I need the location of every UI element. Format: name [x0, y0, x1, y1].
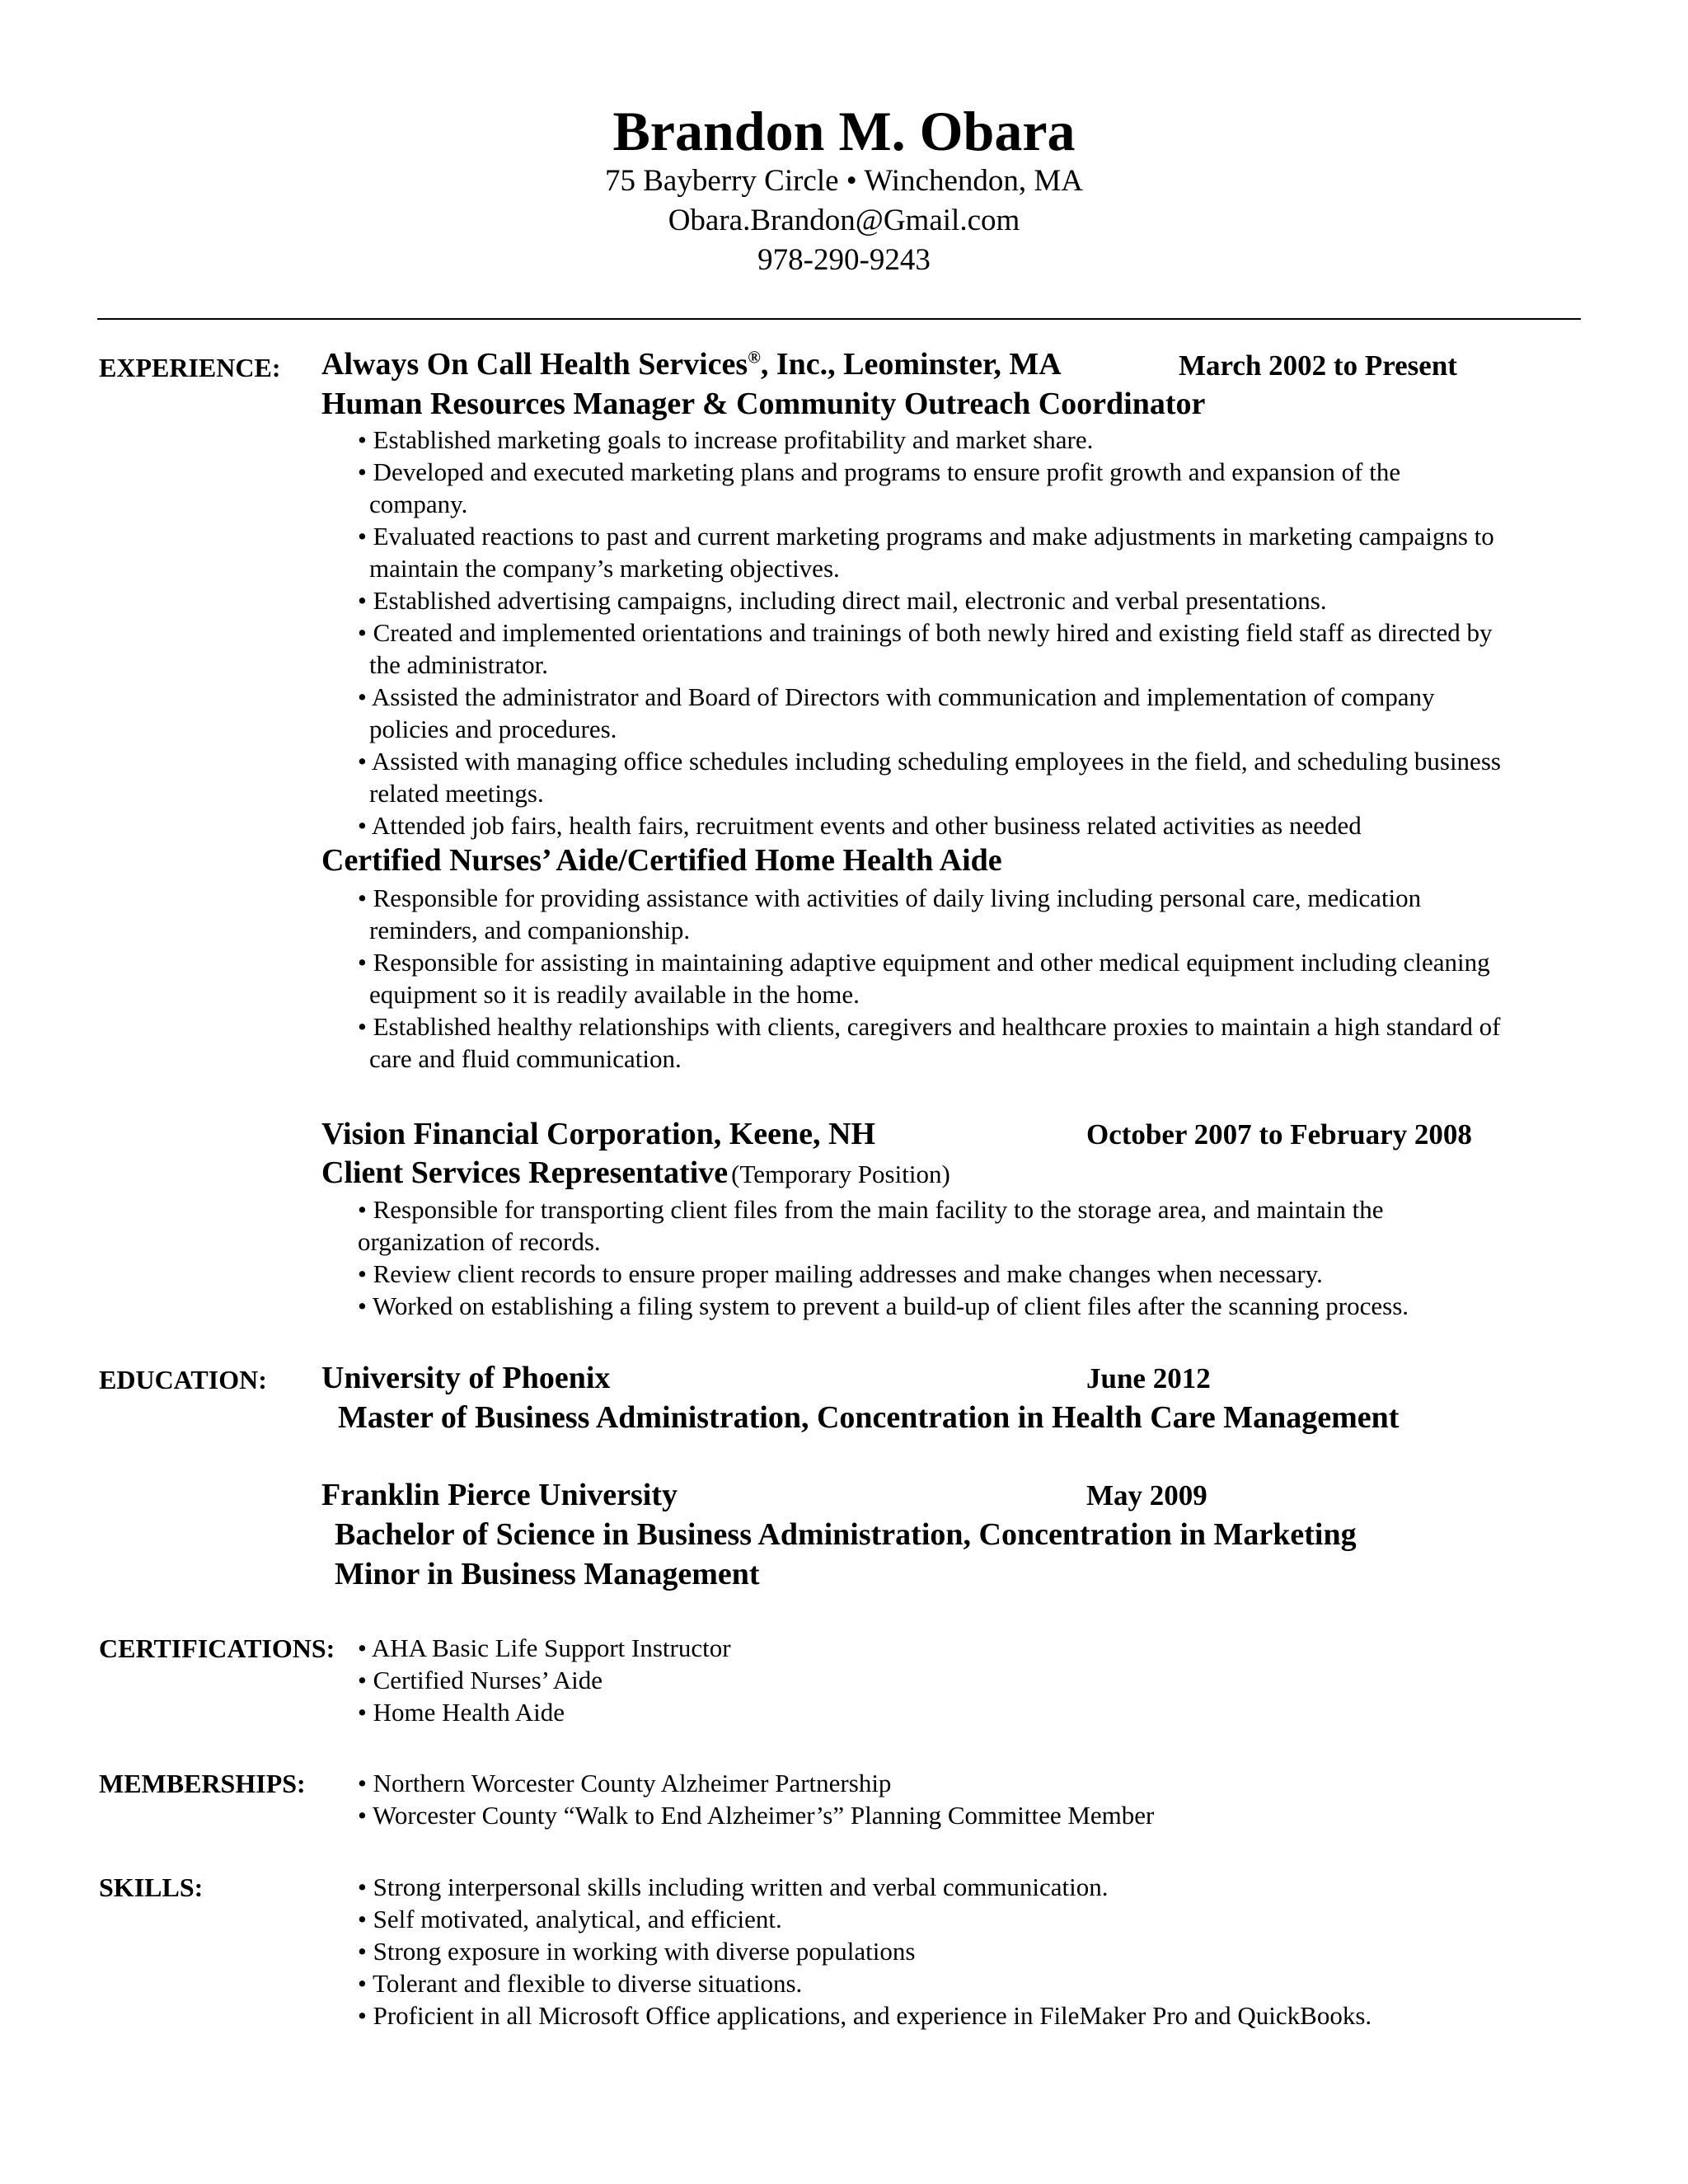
job1-title: Human Resources Manager & Community Outreach Coordinator [321, 387, 1206, 421]
header-divider [97, 318, 1581, 320]
registered-mark: ® [748, 347, 761, 368]
memberships-section-label: MEMBERSHIPS: [99, 1769, 306, 1798]
job1-bullet-cont: company. [369, 490, 468, 518]
certification-item: • Certified Nurses’ Aide [358, 1666, 603, 1694]
job1-bullet-cont: the administrator. [369, 650, 548, 679]
school2-minor: Minor in Business Management [335, 1557, 760, 1591]
job2-dates: October 2007 to February 2008 [1086, 1118, 1472, 1151]
contact-email: Obara.Brandon@Gmail.com [668, 204, 1020, 237]
job1-bullet2: • Responsible for assisting in maintaining adaptive equipment and other medical equipment including cleaning [358, 948, 1490, 977]
job1-bullet2-cont: equipment so it is readily available in the home. [369, 980, 860, 1009]
school2-name: Franklin Pierce University [321, 1478, 678, 1512]
certifications-section-label: CERTIFICATIONS: [99, 1633, 335, 1663]
school1-date: June 2012 [1086, 1362, 1211, 1394]
job2-bullet: • Responsible for transporting client files from the main facility to the storage area, and maintain the [358, 1195, 1384, 1224]
job1-bullet-cont: related meetings. [369, 779, 544, 808]
skill-item: • Tolerant and flexible to diverse situations. [358, 1969, 803, 1998]
job2-title: Client Services Representative (Temporary Position) [321, 1155, 950, 1190]
job2-bullet: • Review client records to ensure proper mailing addresses and make changes when necessary. [358, 1259, 1323, 1288]
certification-item: • Home Health Aide [358, 1698, 565, 1727]
school1-degree: Master of Business Administration, Concentration in Health Care Management [338, 1400, 1400, 1435]
job1-bullet: • Developed and executed marketing plans and programs to ensure profit growth and expansion of the [358, 457, 1401, 486]
resume-name: Brandon M. Obara [612, 100, 1076, 162]
education-section-label: EDUCATION: [99, 1365, 267, 1394]
job1-dates: March 2002 to Present [1179, 349, 1457, 382]
school2-date: May 2009 [1086, 1479, 1207, 1511]
job1-bullet: • Assisted with managing office schedules including scheduling employees in the field, and scheduling business [358, 747, 1501, 776]
skill-item: • Strong exposure in working with diverse populations [358, 1937, 916, 1966]
experience-section-label: EXPERIENCE: [99, 353, 281, 382]
job2-bullet: • Worked on establishing a filing system to prevent a build-up of client files after the scanning process. [358, 1291, 1409, 1320]
skill-item: • Strong interpersonal skills including written and verbal communication. [358, 1872, 1109, 1901]
contact-address: 75 Bayberry Circle • Winchendon, MA [604, 164, 1084, 198]
job1-bullet: • Created and implemented orientations and trainings of both newly hired and existing field staff as directed by [358, 618, 1493, 647]
job1-bullet: • Established advertising campaigns, including direct mail, electronic and verbal presentations. [358, 586, 1327, 615]
job2-bullet-cont: organization of records. [358, 1227, 601, 1256]
job1-bullet2-cont: reminders, and companionship. [369, 916, 691, 944]
job1-title2: Certified Nurses’ Aide/Certified Home Health Aide [321, 843, 1002, 878]
job1-bullet: • Assisted the administrator and Board of Directors with communication and implementation of company [358, 682, 1435, 711]
school2-degree: Bachelor of Science in Business Administration, Concentration in Marketing [335, 1517, 1357, 1552]
job1-bullet2: • Responsible for providing assistance with activities of daily living including personal care, medication [358, 883, 1422, 912]
job1-bullet-cont: maintain the company’s marketing objectives. [369, 554, 840, 583]
membership-item: • Northern Worcester County Alzheimer Partnership [358, 1769, 892, 1797]
membership-item: • Worcester County “Walk to End Alzheimer’s” Planning Committee Member [358, 1801, 1155, 1830]
skill-item: • Proficient in all Microsoft Office applications, and experience in FileMaker Pro and QuickBooks. [358, 2001, 1372, 2030]
job1-bullet: • Evaluated reactions to past and current marketing programs and make adjustments in marketing campaigns to [358, 522, 1494, 551]
skills-section-label: SKILLS: [99, 1872, 204, 1902]
job1-bullet2-cont: care and fluid communication. [369, 1044, 682, 1073]
job2-employer: Vision Financial Corporation, Keene, NH [321, 1117, 876, 1151]
job1-employer: Always On Call Health Services®, Inc., Leominster, MA [321, 347, 1062, 382]
job1-bullet: • Attended job fairs, health fairs, recruitment events and other business related activities as needed [358, 811, 1362, 840]
job1-bullet2: • Established healthy relationships with clients, caregivers and healthcare proxies to maintain a high standard of [358, 1012, 1501, 1041]
certification-item: • AHA Basic Life Support Instructor [358, 1633, 731, 1662]
school1-name: University of Phoenix [321, 1361, 611, 1395]
skill-item: • Self motivated, analytical, and efficient. [358, 1905, 782, 1933]
job1-bullet-cont: policies and procedures. [369, 715, 617, 743]
contact-phone: 978-290-9243 [757, 243, 931, 277]
job2-title-note: (Temporary Position) [731, 1160, 950, 1188]
job1-bullet: • Established marketing goals to increase profitability and market share. [358, 425, 1094, 454]
